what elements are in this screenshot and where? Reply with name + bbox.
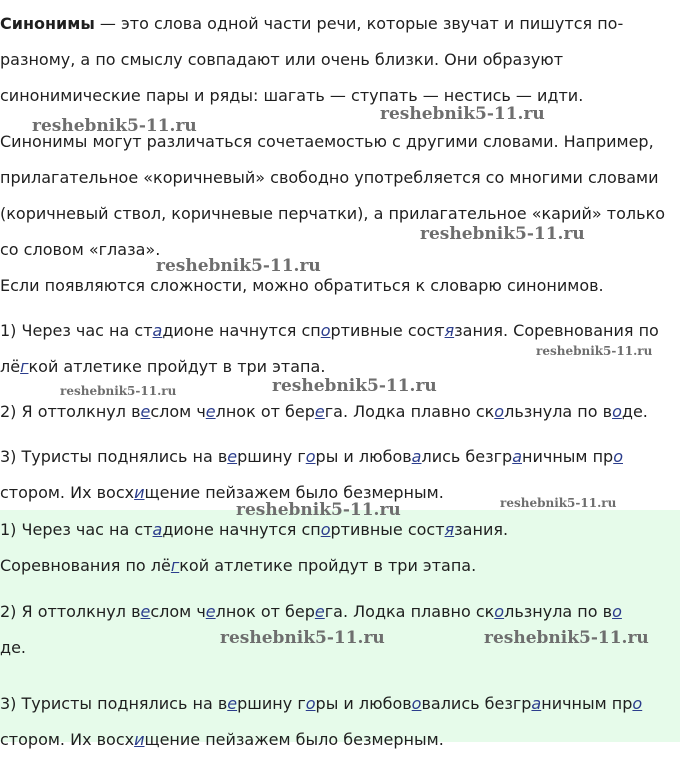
text-segment: кой атлетике пройдут в три этапа. [28, 357, 326, 376]
text-segment: 1) Через час на ст [0, 520, 153, 539]
intro-line: Синонимы — это слова одной части речи, которые звучат и пишутся по- [0, 14, 624, 33]
text-segment: 3) Туристы поднялись на в [0, 694, 228, 713]
text-segment: стором. Их восх [0, 483, 135, 502]
text-segment: щение пейзажем было безмерным. [144, 730, 444, 749]
text-segment: Соревнования по лё [0, 556, 171, 575]
highlighted-letter: о [612, 602, 622, 621]
text-segment: лё [0, 357, 21, 376]
text-segment: льзнула по в [504, 402, 613, 421]
paragraph-line: прилагательное «коричневый» свободно употребляется со многими словами [0, 168, 659, 187]
highlighted-letter: е [314, 402, 325, 421]
text-segment: 2) Я оттолкнул в [0, 402, 141, 421]
text-segment: кой атлетике пройдут в три этапа. [179, 556, 477, 575]
watermark: reshebnik5-11.ru [500, 496, 617, 510]
text-segment: стором. Их восх [0, 730, 135, 749]
exercise-sentence-2 [0, 394, 680, 430]
text-segment: ры и любов [315, 447, 412, 466]
text-segment: вались безгр [421, 694, 532, 713]
watermark: reshebnik5-11.ru [536, 344, 653, 358]
highlighted-letter: о [320, 520, 331, 539]
paragraph-line: Если появляются сложности, можно обратиться к словарю синонимов. [0, 276, 604, 295]
highlighted-letter: о [305, 447, 316, 466]
intro-line: разному, а по смыслу совпадают или очень близки. Они образуют [0, 50, 564, 69]
text-segment: ршину г [237, 694, 306, 713]
highlighted-letter: и [134, 730, 145, 749]
intro-paragraph [0, 6, 680, 114]
highlighted-letter: о [320, 321, 331, 340]
highlighted-letter: е [140, 602, 151, 621]
watermark: reshebnik5-11.ru [156, 256, 321, 276]
text-segment: де. [0, 638, 26, 657]
sentence-line [0, 594, 680, 630]
highlighted-letter: о [612, 402, 622, 421]
sentence-line [0, 686, 680, 722]
sentence-line [0, 394, 680, 430]
highlighted-letter: е [227, 447, 238, 466]
text-segment: 1) Через час на ст [0, 321, 153, 340]
highlighted-letter: о [632, 694, 643, 713]
watermark: reshebnik5-11.ru [32, 116, 197, 136]
highlighted-letter: г [20, 357, 29, 376]
highlighted-letter: а [411, 447, 422, 466]
watermark: reshebnik5-11.ru [420, 224, 585, 244]
text-segment: лнок от бер [215, 602, 315, 621]
highlighted-letter: о [494, 602, 505, 621]
watermark: reshebnik5-11.ru [380, 104, 545, 124]
highlighted-letter: о [494, 402, 505, 421]
sentence-line [0, 548, 680, 584]
text-segment: га. Лодка плавно ск [324, 602, 495, 621]
text-segment: слом ч [150, 402, 206, 421]
highlighted-letter: я [444, 520, 455, 539]
text-segment: ртивные сост [330, 520, 445, 539]
intro-line: синонимические пары и ряды: шагать — ступать — нестись — идти. [0, 86, 584, 105]
text-segment: зания. [454, 520, 509, 539]
watermark: reshebnik5-11.ru [220, 628, 385, 648]
highlighted-letter: е [314, 602, 325, 621]
text-segment: щение пейзажем было безмерным. [144, 483, 444, 502]
text-segment: льзнула по в [504, 602, 613, 621]
term-synonyms: Синонимы [0, 14, 95, 33]
paragraph-line: (коричневый ствол, коричневые перчатки), а прилагательное «карий» только [0, 204, 666, 223]
text-segment: ршину г [237, 447, 306, 466]
text-segment: ничным пр [541, 694, 633, 713]
sentence-line [0, 722, 680, 758]
watermark: reshebnik5-11.ru [236, 500, 401, 520]
answer-sentence-1 [0, 512, 680, 584]
compatibility-paragraph [0, 124, 680, 268]
watermark: reshebnik5-11.ru [272, 376, 437, 396]
highlighted-letter: о [411, 694, 422, 713]
sentence-line [0, 439, 680, 475]
highlighted-letter: о [305, 694, 316, 713]
text-segment: лнок от бер [215, 402, 315, 421]
dictionary-paragraph [0, 268, 680, 304]
text-segment: 3) Туристы поднялись на в [0, 447, 228, 466]
answer-box [0, 510, 680, 749]
text-segment: дионе начнутся сп [162, 520, 321, 539]
highlighted-letter: е [205, 402, 216, 421]
highlighted-letter: я [444, 321, 455, 340]
paragraph-line: со словом «глаза». [0, 240, 161, 259]
text-segment: слом ч [150, 602, 206, 621]
text-segment: га. Лодка плавно ск [324, 402, 495, 421]
text-segment: ртивные сост [330, 321, 445, 340]
watermark: reshebnik5-11.ru [60, 384, 177, 398]
text-segment: лись безгр [421, 447, 513, 466]
text-segment: де. [621, 402, 648, 421]
watermark: reshebnik5-11.ru [484, 628, 649, 648]
text-segment: ничным пр [522, 447, 614, 466]
highlighted-letter: о [613, 447, 623, 466]
text-segment: зания. Соревнования по [454, 321, 659, 340]
paragraph-line: Синонимы могут различаться сочетаемостью с другими словами. Например, [0, 132, 654, 151]
highlighted-letter: е [140, 402, 151, 421]
answer-sentence-3 [0, 686, 680, 758]
highlighted-letter: а [152, 520, 163, 539]
text-segment: дионе начнутся сп [162, 321, 321, 340]
text-segment: ры и любов [315, 694, 412, 713]
highlighted-letter: а [531, 694, 542, 713]
highlighted-letter: е [205, 602, 216, 621]
highlighted-letter: а [152, 321, 163, 340]
highlighted-letter: г [170, 556, 180, 575]
text-segment: 2) Я оттолкнул в [0, 602, 141, 621]
highlighted-letter: а [512, 447, 523, 466]
highlighted-letter: е [227, 694, 238, 713]
highlighted-letter: и [134, 483, 145, 502]
